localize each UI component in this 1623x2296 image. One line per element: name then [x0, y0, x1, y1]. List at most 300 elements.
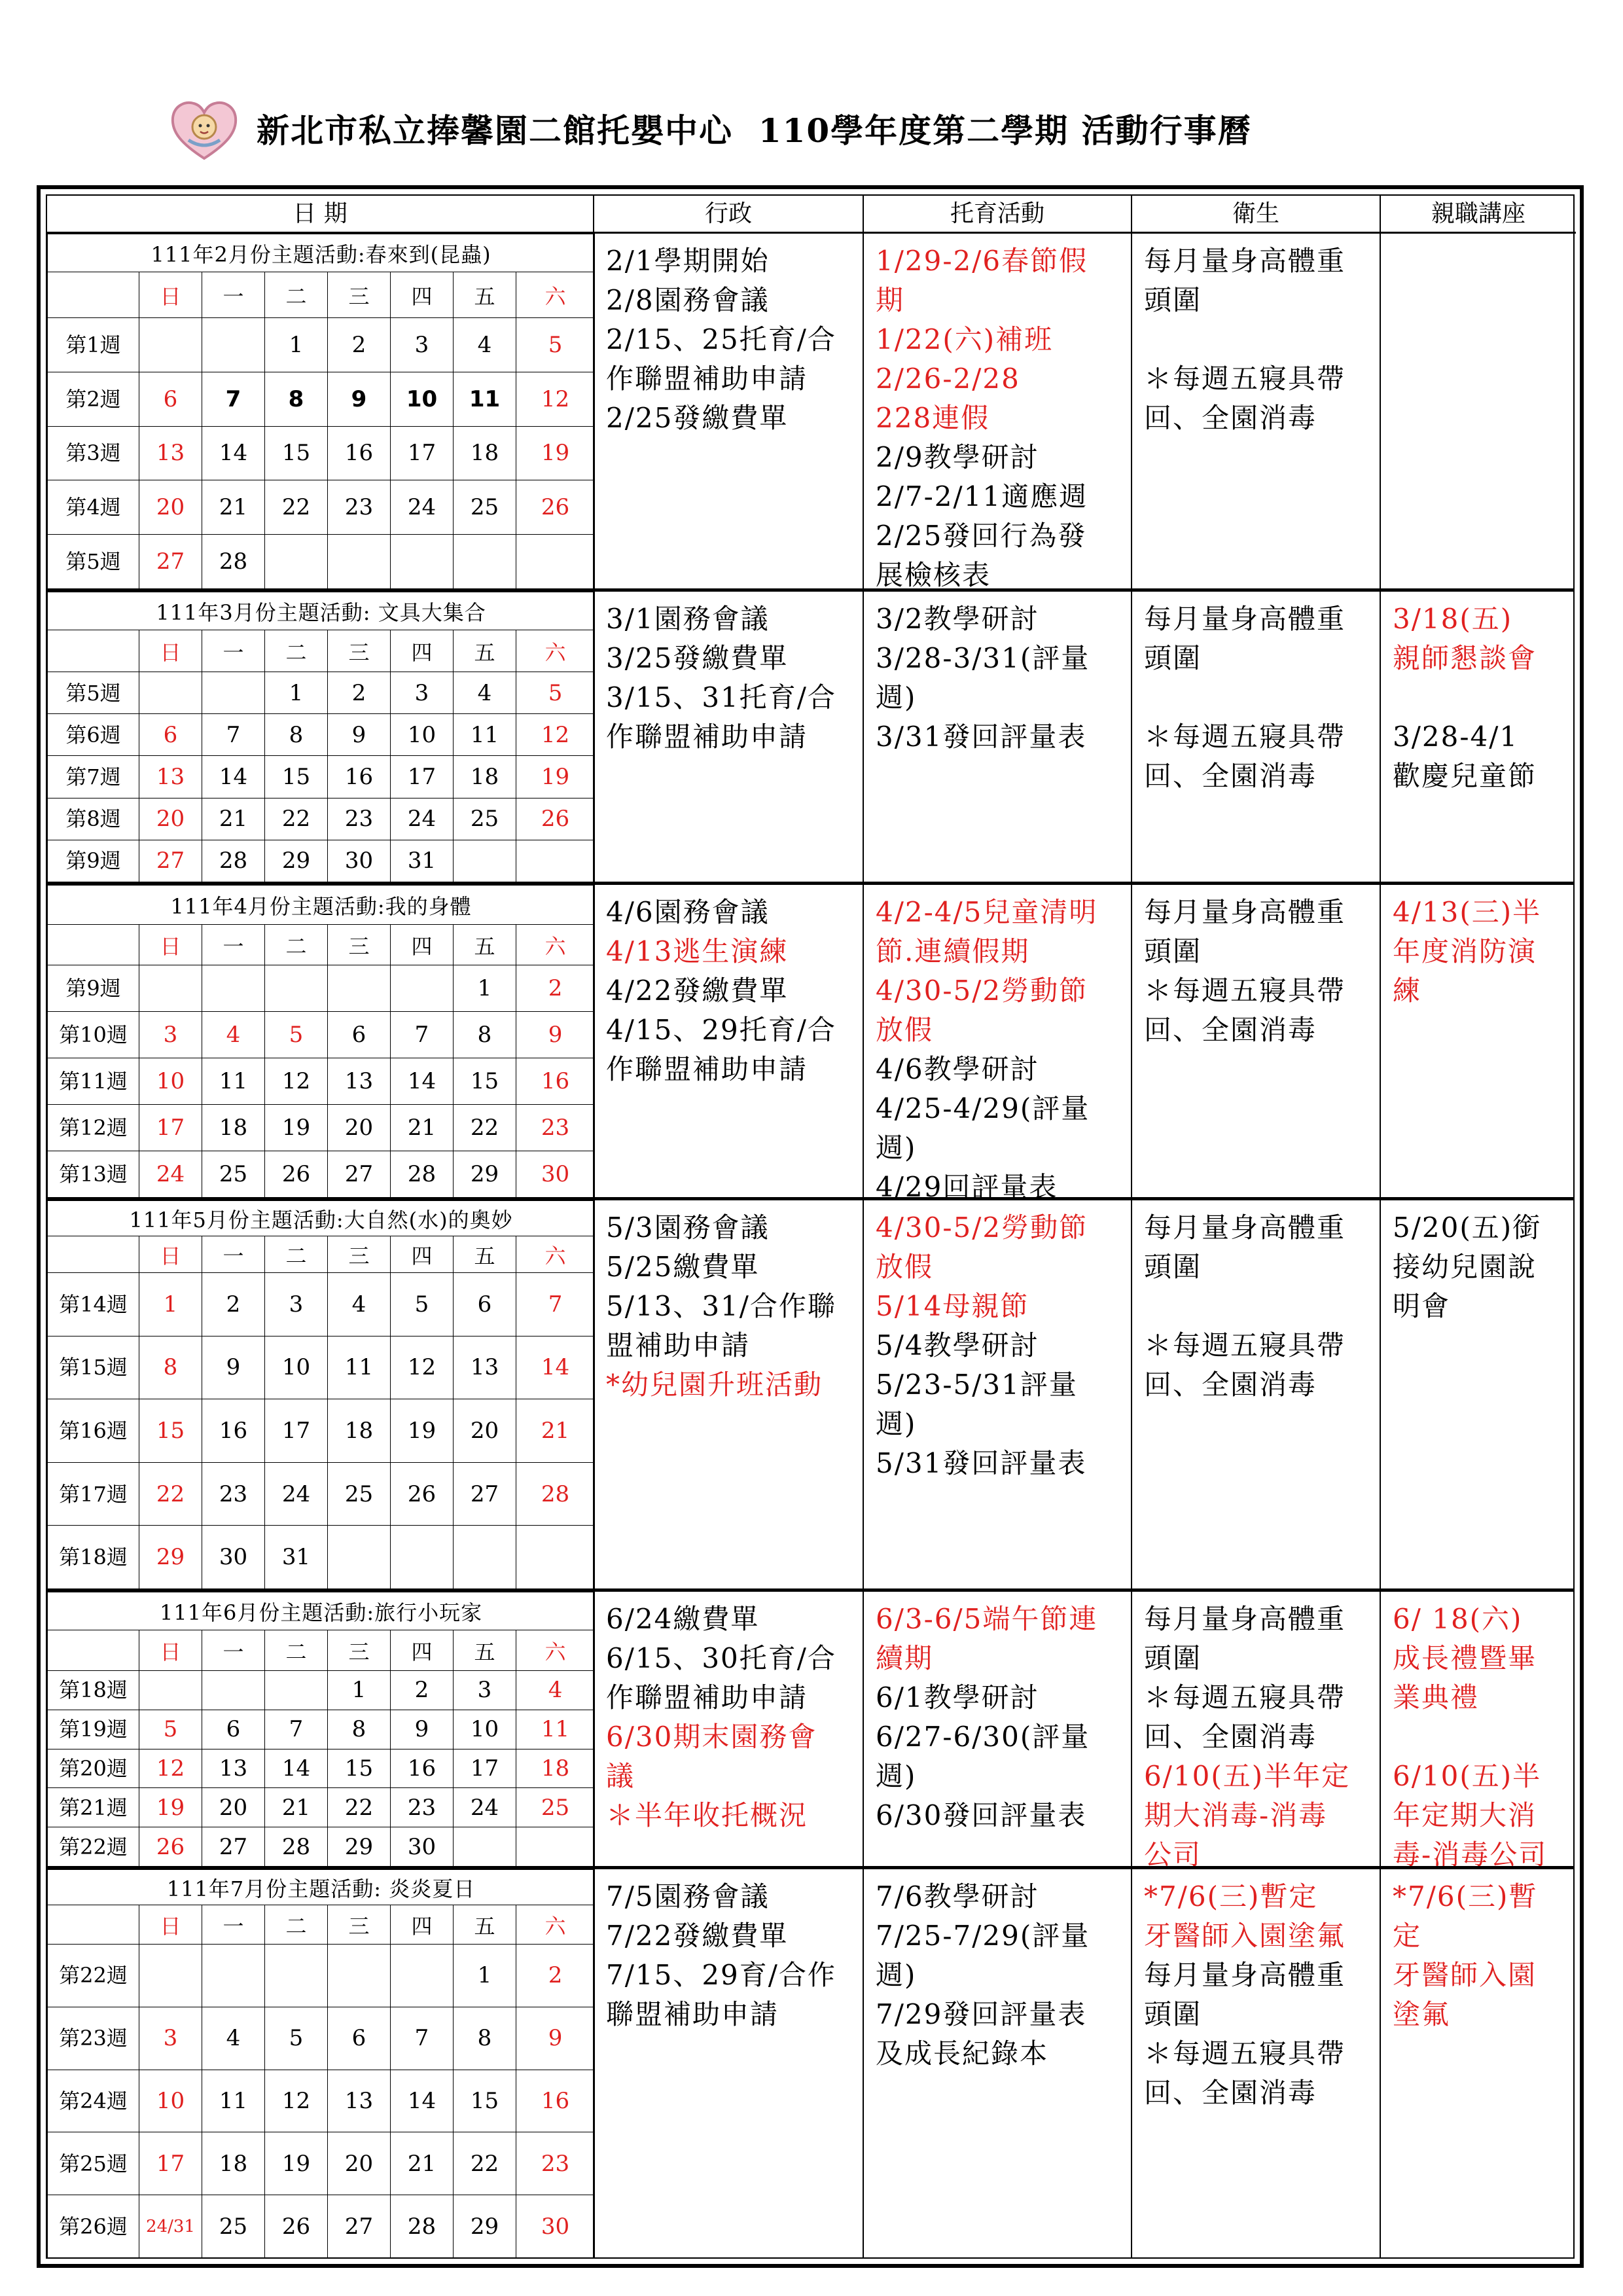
calendar-day: 18 — [516, 1749, 595, 1788]
calendar-day: 20 — [202, 1788, 265, 1827]
month-block — [47, 882, 1573, 1203]
calendar-day: 6 — [328, 1012, 391, 1058]
health-line: 頭圍 — [1144, 935, 1202, 967]
health-line: ＊每週五寢具帶 — [1144, 363, 1346, 395]
care-line: 4/2-4/5兒童清明 — [876, 896, 1098, 928]
weekday-header: 四 — [391, 925, 454, 965]
column-header-care: 托育活動 — [864, 196, 1132, 234]
admin-cell — [594, 1592, 864, 1866]
calendar-day: 23 — [202, 1462, 265, 1526]
care-line: 4/6教學研討 — [876, 1053, 1039, 1085]
health-line: 回、全園消毒 — [1144, 760, 1317, 792]
admin-line: 2/25發繳費單 — [606, 402, 789, 434]
month-block — [47, 588, 1573, 882]
week-label: 第13週 — [48, 1151, 139, 1198]
health-cell — [1132, 1200, 1381, 1588]
care-line: 週) — [876, 681, 917, 713]
calendar-day: 5 — [265, 2007, 328, 2070]
month-theme: 111年7月份主題活動: 炎炎夏日 — [48, 1870, 595, 1905]
calendar-day: 12 — [265, 1058, 328, 1105]
admin-line: 6/15、30托育/合 — [606, 1642, 836, 1674]
weekday-header: 二 — [265, 1905, 328, 1945]
health-line: ＊每週五寢具帶 — [1144, 2037, 1346, 2070]
calendar-day: 28 — [391, 1151, 454, 1198]
care-cell — [864, 1200, 1132, 1588]
lecture-line: 明會 — [1393, 1290, 1451, 1322]
admin-line: 3/1園務會議 — [606, 603, 770, 635]
care-line: 5/14母親節 — [876, 1290, 1029, 1322]
calendar-day: 26 — [265, 1151, 328, 1198]
calendar-day: 19 — [265, 2132, 328, 2195]
month-calendar — [47, 592, 594, 882]
calendar-day: 30 — [516, 2195, 595, 2258]
calendar-day: 23 — [516, 1105, 595, 1151]
week-label: 第18週 — [48, 1671, 139, 1710]
week-row — [48, 426, 595, 480]
calendar-day: 6 — [454, 1273, 516, 1336]
calendar-day: 1 — [454, 1945, 516, 2007]
calendar-day: 26 — [265, 2195, 328, 2258]
week-row — [48, 756, 595, 798]
calendar-day — [516, 840, 595, 882]
calendar-day: 7 — [202, 372, 265, 426]
calendar-day — [328, 535, 391, 589]
calendar-day: 9 — [516, 2007, 595, 2070]
calendar-day: 14 — [202, 756, 265, 798]
heart-baby-logo-icon — [169, 98, 240, 164]
calendar-day: 10 — [139, 2070, 202, 2132]
health-cell — [1132, 885, 1381, 1197]
calendar-day: 3 — [265, 1273, 328, 1336]
weekday-header: 三 — [328, 1630, 391, 1671]
admin-line: 作聯盟補助申請 — [606, 721, 808, 753]
calendar-day: 17 — [391, 426, 454, 480]
care-line: 1/29-2/6春節假 — [876, 245, 1088, 277]
calendar-grid — [47, 234, 595, 589]
care-line: 2/25發回行為發 — [876, 520, 1087, 552]
calendar-day — [265, 965, 328, 1012]
weekday-header-blank — [48, 1905, 139, 1945]
week-label: 第23週 — [48, 2007, 139, 2070]
calendar-day: 3 — [454, 1671, 516, 1710]
calendar-day: 28 — [265, 1827, 328, 1867]
calendar-day: 4 — [202, 2007, 265, 2070]
calendar-day — [454, 1827, 516, 1867]
calendar-day: 24 — [391, 798, 454, 840]
week-row — [48, 672, 595, 714]
care-line: 4/29回評量表 — [876, 1171, 1058, 1203]
calendar-day: 11 — [454, 714, 516, 756]
week-label: 第11週 — [48, 1058, 139, 1105]
calendar-day: 26 — [516, 798, 595, 840]
calendar-day: 29 — [265, 840, 328, 882]
calendar-day: 4 — [202, 1012, 265, 1058]
week-row — [48, 535, 595, 589]
calendar-day: 15 — [139, 1399, 202, 1463]
calendar-day: 4 — [454, 672, 516, 714]
calendar-day: 17 — [139, 1105, 202, 1151]
weekday-header: 六 — [516, 272, 595, 318]
calendar-day — [139, 1671, 202, 1710]
calendar-day: 24 — [391, 480, 454, 535]
calendar-day: 11 — [202, 2070, 265, 2132]
calendar-day: 6 — [202, 1710, 265, 1749]
week-label: 第19週 — [48, 1710, 139, 1749]
calendar-day: 18 — [202, 2132, 265, 2195]
weekday-header: 四 — [391, 272, 454, 318]
calendar-day: 1 — [265, 318, 328, 372]
week-row — [48, 840, 595, 882]
calendar-day: 25 — [202, 1151, 265, 1198]
calendar-day: 22 — [265, 798, 328, 840]
admin-cell — [594, 885, 864, 1197]
calendar-day: 22 — [454, 1105, 516, 1151]
calendar-day: 2 — [391, 1671, 454, 1710]
weekday-header: 日 — [139, 1236, 202, 1273]
admin-line: 2/8園務會議 — [606, 284, 770, 316]
calendar-grid — [47, 592, 595, 882]
calendar-day: 15 — [265, 426, 328, 480]
health-line: 頭圍 — [1144, 642, 1202, 674]
calendar-day: 1 — [265, 672, 328, 714]
weekday-header: 五 — [454, 1905, 516, 1945]
admin-line: 4/13逃生演練 — [606, 935, 789, 967]
week-row — [48, 714, 595, 756]
calendar-day: 24 — [139, 1151, 202, 1198]
health-line: ＊每週五寢具帶 — [1144, 721, 1346, 753]
lecture-cell — [1381, 1592, 1576, 1871]
health-cell — [1132, 1592, 1381, 1871]
lecture-line: 歡慶兒童節 — [1393, 760, 1537, 792]
calendar-day: 12 — [516, 372, 595, 426]
care-line: 及成長紀錄本 — [876, 2037, 1049, 2070]
calendar-day: 16 — [328, 426, 391, 480]
calendar-day — [202, 1671, 265, 1710]
calendar-day: 6 — [328, 2007, 391, 2070]
health-line: ＊每週五寢具帶 — [1144, 1329, 1346, 1361]
calendar-day: 16 — [516, 1058, 595, 1105]
week-row — [48, 1462, 595, 1526]
care-line: 6/3-6/5端午節連 — [876, 1603, 1098, 1635]
calendar-day: 9 — [202, 1336, 265, 1399]
calendar-day: 27 — [139, 840, 202, 882]
calendar-day — [454, 1526, 516, 1589]
admin-line: 作聯盟補助申請 — [606, 1681, 808, 1713]
care-cell — [864, 1592, 1132, 1866]
calendar-day: 12 — [516, 714, 595, 756]
health-line: 回、全園消毒 — [1144, 1721, 1317, 1753]
care-line: 6/30發回評量表 — [876, 1799, 1087, 1831]
health-line: 回、全園消毒 — [1144, 1014, 1317, 1046]
week-row — [48, 1671, 595, 1710]
week-row — [48, 965, 595, 1012]
lecture-line: 3/28-4/1 — [1393, 721, 1519, 753]
week-label: 第4週 — [48, 480, 139, 535]
calendar-day: 10 — [139, 1058, 202, 1105]
week-label: 第3週 — [48, 426, 139, 480]
calendar-day: 23 — [328, 798, 391, 840]
calendar-day: 29 — [454, 1151, 516, 1198]
health-line: 每月量身高體重 — [1144, 1603, 1346, 1635]
weekday-header: 五 — [454, 272, 516, 318]
calendar-day: 25 — [516, 1788, 595, 1827]
month-calendar — [47, 1200, 594, 1588]
weekday-header: 五 — [454, 1630, 516, 1671]
calendar-day — [202, 318, 265, 372]
calendar-day: 11 — [328, 1336, 391, 1399]
calendar-day — [202, 672, 265, 714]
care-line: 續期 — [876, 1642, 934, 1674]
care-line: 2/26-2/28 — [876, 363, 1020, 395]
month-calendar — [47, 1592, 594, 1866]
calendar-day: 10 — [391, 372, 454, 426]
week-row — [48, 1749, 595, 1788]
calendar-day: 12 — [265, 2070, 328, 2132]
calendar-day: 23 — [328, 480, 391, 535]
lecture-cell — [1381, 592, 1576, 882]
lecture-line: *7/6(三)暫 — [1393, 1880, 1538, 1912]
admin-line: 4/22發繳費單 — [606, 975, 789, 1007]
calendar-day: 21 — [391, 2132, 454, 2195]
calendar-day: 8 — [328, 1710, 391, 1749]
lecture-line: 接幼兒園說 — [1393, 1251, 1537, 1283]
weekday-header: 二 — [265, 925, 328, 965]
weekday-header: 二 — [265, 630, 328, 672]
calendar-day: 16 — [328, 756, 391, 798]
calendar-day — [139, 318, 202, 372]
calendar-day: 29 — [139, 1526, 202, 1589]
calendar-day: 3 — [391, 318, 454, 372]
health-line: *7/6(三)暫定 — [1144, 1880, 1318, 1912]
week-row — [48, 1399, 595, 1463]
calendar-day: 15 — [454, 1058, 516, 1105]
calendar-day: 1 — [139, 1273, 202, 1336]
calendar-day — [391, 965, 454, 1012]
calendar-day: 25 — [202, 2195, 265, 2258]
weekday-header: 四 — [391, 1630, 454, 1671]
lecture-line: 牙醫師入園 — [1393, 1959, 1537, 1991]
care-line: 展檢核表 — [876, 559, 991, 591]
weekday-header: 一 — [202, 1236, 265, 1273]
calendar-day — [516, 1827, 595, 1867]
admin-line: 盟補助申請 — [606, 1329, 751, 1361]
lecture-line: 3/18(五) — [1393, 603, 1513, 635]
calendar-day: 27 — [139, 535, 202, 589]
admin-cell — [594, 1869, 864, 2257]
week-row — [48, 1012, 595, 1058]
weekday-header: 日 — [139, 1630, 202, 1671]
health-cell — [1132, 234, 1381, 588]
calendar-day: 9 — [328, 714, 391, 756]
calendar-day: 13 — [328, 2070, 391, 2132]
week-label: 第5週 — [48, 535, 139, 589]
calendar-day: 27 — [328, 1151, 391, 1198]
admin-line: 5/3園務會議 — [606, 1211, 770, 1244]
week-label: 第5週 — [48, 672, 139, 714]
calendar-day: 19 — [516, 426, 595, 480]
month-block — [47, 1866, 1573, 2257]
lecture-cell — [1381, 1869, 1576, 2257]
calendar-day: 15 — [265, 756, 328, 798]
health-line: 每月量身高體重 — [1144, 245, 1346, 277]
weekday-header: 三 — [328, 1236, 391, 1273]
weekday-header: 六 — [516, 1630, 595, 1671]
week-label: 第12週 — [48, 1105, 139, 1151]
week-label: 第16週 — [48, 1399, 139, 1463]
calendar-day: 8 — [265, 372, 328, 426]
calendar-day: 6 — [139, 372, 202, 426]
weekday-header: 日 — [139, 1905, 202, 1945]
week-row — [48, 1710, 595, 1749]
calendar-day: 24 — [454, 1788, 516, 1827]
health-cell — [1132, 1869, 1381, 2257]
column-header-date — [47, 196, 594, 234]
care-line: 週) — [876, 1760, 917, 1792]
lecture-line: 年度消防演 — [1393, 935, 1537, 967]
calendar-day: 13 — [139, 426, 202, 480]
health-line — [1144, 320, 1370, 359]
calendar-day — [391, 1945, 454, 2007]
lecture-line: 親師懇談會 — [1393, 642, 1537, 674]
calendar-day: 19 — [516, 756, 595, 798]
calendar-day: 5 — [139, 1710, 202, 1749]
calendar-day: 4 — [516, 1671, 595, 1710]
calendar-day: 20 — [454, 1399, 516, 1463]
calendar-day: 7 — [391, 2007, 454, 2070]
weekday-header: 二 — [265, 1630, 328, 1671]
weekday-header: 四 — [391, 1905, 454, 1945]
calendar-day: 8 — [265, 714, 328, 756]
admin-line: 6/30期末園務會 — [606, 1721, 817, 1753]
week-label: 第9週 — [48, 840, 139, 882]
admin-line: 5/25繳費單 — [606, 1251, 760, 1283]
calendar-day: 22 — [454, 2132, 516, 2195]
calendar-day: 4 — [454, 318, 516, 372]
calendar-day — [391, 1526, 454, 1589]
month-theme: 111年3月份主題活動: 文具大集合 — [48, 592, 595, 630]
calendar-day: 25 — [454, 480, 516, 535]
calendar-day: 21 — [202, 480, 265, 535]
calendar-day: 8 — [454, 1012, 516, 1058]
week-label: 第25週 — [48, 2132, 139, 2195]
calendar-day: 24 — [265, 1462, 328, 1526]
care-cell — [864, 592, 1132, 882]
calendar-day: 7 — [265, 1710, 328, 1749]
calendar-day: 11 — [202, 1058, 265, 1105]
weekday-header: 一 — [202, 630, 265, 672]
week-row — [48, 1058, 595, 1105]
health-line: 每月量身高體重 — [1144, 896, 1346, 928]
lecture-cell — [1381, 1200, 1576, 1588]
month-calendar — [47, 1869, 594, 2257]
week-label: 第26週 — [48, 2195, 139, 2258]
weekday-header: 日 — [139, 272, 202, 318]
calendar-day: 14 — [202, 426, 265, 480]
calendar-day: 7 — [202, 714, 265, 756]
calendar-day: 4 — [328, 1273, 391, 1336]
calendar-day: 20 — [139, 798, 202, 840]
calendar-day: 29 — [454, 2195, 516, 2258]
column-header-health: 衛生 — [1132, 196, 1381, 234]
week-row — [48, 1105, 595, 1151]
calendar-day: 21 — [516, 1399, 595, 1463]
care-line: 4/30-5/2勞動節 — [876, 1211, 1088, 1244]
calendar-day — [516, 535, 595, 589]
month-block — [47, 234, 1573, 591]
weekday-header: 五 — [454, 630, 516, 672]
schedule-table — [37, 185, 1584, 2268]
lecture-line: 6/ 18(六) — [1393, 1603, 1523, 1635]
admin-line: 3/15、31托育/合 — [606, 681, 836, 713]
weekday-header: 三 — [328, 1905, 391, 1945]
calendar-day: 1 — [328, 1671, 391, 1710]
calendar-day — [454, 840, 516, 882]
weekday-header: 三 — [328, 630, 391, 672]
week-label: 第6週 — [48, 714, 139, 756]
lecture-line — [1393, 1717, 1567, 1757]
weekday-header: 六 — [516, 925, 595, 965]
month-block — [47, 1588, 1573, 1871]
care-line: 3/2教學研討 — [876, 603, 1039, 635]
health-line: 每月量身高體重 — [1144, 1959, 1346, 1991]
column-header-date-label: 日 期 — [293, 200, 348, 227]
care-line: 2/9教學研討 — [876, 441, 1039, 473]
care-line: 6/1教學研討 — [876, 1681, 1039, 1713]
calendar-day: 27 — [328, 2195, 391, 2258]
care-line: 放假 — [876, 1014, 934, 1046]
health-line: 每月量身高體重 — [1144, 603, 1346, 635]
calendar-day: 13 — [139, 756, 202, 798]
calendar-day: 14 — [391, 1058, 454, 1105]
care-line: 1/22(六)補班 — [876, 323, 1054, 355]
calendar-day: 11 — [516, 1710, 595, 1749]
week-label: 第21週 — [48, 1788, 139, 1827]
health-line: 頭圍 — [1144, 1251, 1202, 1283]
weekday-header: 三 — [328, 272, 391, 318]
admin-line: ＊半年收托概況 — [606, 1799, 808, 1831]
lecture-cell — [1381, 885, 1576, 1197]
calendar-day: 28 — [516, 1462, 595, 1526]
calendar-day: 5 — [265, 1012, 328, 1058]
admin-line: 3/25發繳費單 — [606, 642, 789, 674]
care-line: 週) — [876, 1959, 917, 1991]
week-label: 第20週 — [48, 1749, 139, 1788]
care-line: 3/28-3/31(評量 — [876, 642, 1090, 674]
calendar-day — [265, 535, 328, 589]
calendar-day: 20 — [328, 1105, 391, 1151]
admin-line: 聯盟補助申請 — [606, 1998, 779, 2030]
weekday-header: 一 — [202, 925, 265, 965]
calendar-day: 17 — [454, 1749, 516, 1788]
calendar-day: 15 — [454, 2070, 516, 2132]
calendar-day — [202, 1945, 265, 2007]
calendar-day: 16 — [391, 1749, 454, 1788]
week-row — [48, 1336, 595, 1399]
weekday-header-blank — [48, 1236, 139, 1273]
week-row — [48, 2070, 595, 2132]
care-line: 4/25-4/29(評量 — [876, 1092, 1090, 1124]
week-row — [48, 1945, 595, 2007]
calendar-day: 18 — [454, 756, 516, 798]
calendar-day — [139, 672, 202, 714]
calendar-day: 10 — [454, 1710, 516, 1749]
lecture-line: 6/10(五)半 — [1393, 1760, 1542, 1792]
admin-cell — [594, 1200, 864, 1588]
health-line: 牙醫師入園塗氟 — [1144, 1920, 1346, 1952]
calendar-day: 8 — [454, 2007, 516, 2070]
care-line: 228連假 — [876, 402, 990, 434]
admin-line: *幼兒園升班活動 — [606, 1369, 823, 1401]
